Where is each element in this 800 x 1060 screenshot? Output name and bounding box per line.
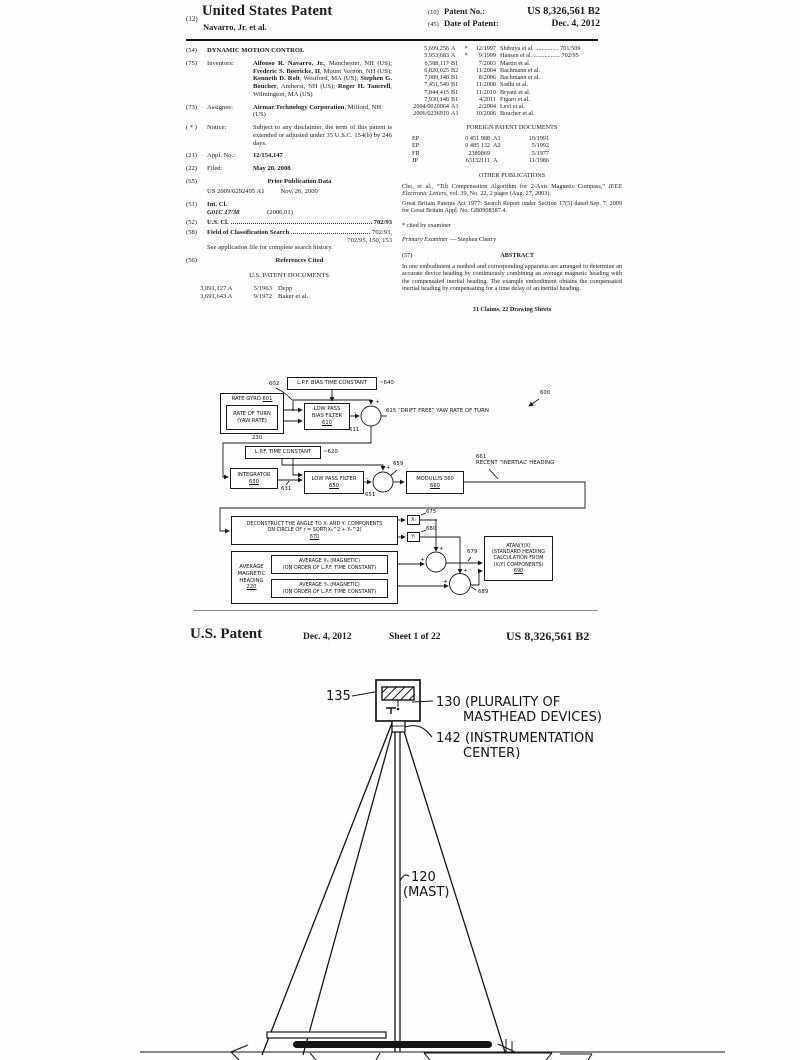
sum1-minus-sign: -	[354, 410, 356, 416]
sailboat-figure	[0, 650, 800, 1060]
field-73-assignee	[186, 104, 392, 120]
code-star: ( * )	[186, 124, 197, 132]
doc-number: 3,691,643 A	[200, 292, 233, 300]
deconstruct-line1: DECONSTRUCT THE ANGLE TO Xᵣ AND Yᵣ COMPONENTS	[246, 520, 383, 527]
fig-ref-135: 135	[326, 689, 351, 704]
sheet-header-title: U.S. Patent	[190, 626, 263, 642]
fig-ref-142-line2: CENTER)	[463, 746, 521, 761]
code-57: (57)	[402, 251, 413, 259]
foreign-date: 11/1986	[528, 157, 549, 165]
ref-date: 11/2004	[475, 66, 496, 74]
patent-no-value: US 8,326,561 B2	[527, 6, 600, 17]
field-65-prior-pub	[186, 178, 392, 186]
ref-date: 12/1997	[475, 45, 496, 52]
inventor-loc: , Wilmington, MA (US)	[253, 83, 392, 98]
pub1-journal: IEEE Electronic Letters	[402, 182, 622, 198]
atan-num: 690	[513, 568, 524, 575]
ref-kind: A	[451, 45, 456, 52]
prior-pub-number: US 2009/0292495 A1	[207, 187, 265, 195]
sum4-plus-left-sign: +	[443, 579, 448, 585]
label-615: “DRIFT FREE” YAW RATE OF TURN	[398, 408, 489, 414]
field-75-inventors	[186, 60, 392, 99]
field-56-references	[186, 257, 392, 265]
inventors-label: Inventors:	[207, 59, 234, 67]
ref-number: 2004/0020064	[413, 103, 449, 110]
sailboat-svg	[0, 650, 800, 1060]
us-reference-row	[402, 89, 622, 96]
foreign-number: 0 485 132	[465, 142, 490, 150]
ref-name: Levi et al.	[500, 103, 525, 110]
lpbf-line2: BIAS FILTER	[311, 413, 343, 420]
ref-name: Bryant et al.	[500, 88, 531, 96]
ref-631: 631	[281, 486, 292, 492]
drift-free-label	[386, 408, 489, 414]
low-pass-filter-box	[304, 471, 364, 494]
foreign-kind: A	[493, 157, 498, 165]
modulus-line1: MODULUS 360	[416, 475, 454, 482]
sum3-plus-top-sign: +	[439, 546, 444, 552]
lpf-bias-time-constant-box	[287, 377, 377, 390]
doc-date: 5/1963	[253, 284, 272, 292]
boom-outline	[267, 1032, 386, 1038]
average-y-box	[271, 579, 388, 598]
ref-kind: B2	[451, 66, 459, 74]
ref-name: Bachmann et al.	[500, 74, 541, 81]
modulus-360-box	[406, 471, 464, 494]
doc-author: Baker et al.	[278, 292, 309, 300]
patent-number-row	[428, 6, 600, 29]
boom-black-bar	[293, 1041, 492, 1048]
dot-leader	[291, 233, 370, 234]
ref-kind: A1	[451, 103, 459, 110]
field-58-field-of-search	[186, 229, 392, 252]
other-publication-2: Great Britain Patents Act 1977: Search Report under Section 17(5) dated Sep. 7, 2009 for Great Britain Appl. No. GB0908387.4.	[402, 199, 622, 214]
inventor-name: Alfonso R. Navarro, Jr.	[253, 59, 324, 67]
doc-number: 3,091,127 A	[200, 284, 233, 292]
ref-date: 10/2006	[475, 110, 496, 118]
foreign-kind	[490, 150, 507, 157]
us-reference-row	[402, 60, 622, 67]
lpf-bias-time-constant-label: L.P.F. BIAS TIME CONSTANT	[297, 380, 367, 387]
average-x-box	[271, 555, 388, 574]
abstract-heading: ABSTRACT	[500, 251, 534, 259]
fig-ref-600: 600	[540, 390, 551, 396]
foreign-reference-row	[412, 150, 622, 157]
fig-ref-120-sub: (MAST)	[403, 885, 450, 900]
notice-text: Subject to any disclaimer, the term of this patent is extended or adjusted under 35 U.S.C. 154(b) by 246 days.	[253, 124, 392, 147]
ref-number: 2006/0236910	[413, 110, 449, 118]
primary-examiner-name: — Stephen Cherry	[448, 236, 497, 244]
ref-611: 611	[349, 427, 360, 433]
header-code-10: (10)	[428, 9, 439, 16]
rate-gyro-text: RATE GYRO	[231, 396, 263, 402]
us-patent-documents-list-left	[186, 285, 392, 301]
x-component-box	[407, 515, 420, 525]
deconstruct-angle-box	[231, 516, 398, 545]
patent-title: United States Patent	[202, 3, 333, 19]
foreign-references-list	[402, 135, 622, 165]
references-cited-heading: References Cited	[275, 257, 324, 265]
assignee-label: Assignee:	[207, 103, 234, 111]
prior-publication-row	[207, 188, 392, 196]
instrumentation-center-box	[392, 721, 405, 732]
field-22-filed	[186, 165, 392, 173]
cited-by-examiner: * cited by examiner	[402, 222, 451, 230]
code-73: (73)	[186, 103, 197, 111]
ref-640: ~640	[379, 380, 394, 386]
field-54	[186, 47, 392, 55]
atan-line1: ATAN(Y/X)	[506, 542, 531, 549]
us-reference-row	[402, 110, 622, 117]
foreign-number: 0 451 988	[465, 134, 490, 142]
pub1-pre: Cho, et al., “Tilt Compensation Algorithm for 2-Axis Magnetic Compass,”	[402, 182, 609, 190]
lpf-num: 650	[329, 482, 339, 489]
prior-publication-heading: Prior Publication Data	[267, 177, 332, 185]
ref-date: 7/2003	[478, 59, 496, 67]
mast-lines	[395, 732, 400, 1052]
ref-615: 615	[386, 408, 397, 414]
patent-no-label: Patent No.:	[444, 6, 486, 16]
code-21: (21)	[186, 152, 197, 160]
foreign-reference-row	[412, 142, 622, 149]
fig-ref-120: 120	[411, 870, 436, 885]
us-reference-row	[402, 45, 622, 52]
assignee-name: Airmar Technology Corporation	[253, 103, 345, 111]
ref-kind: A1	[451, 110, 459, 118]
inventor-name: Frederic S. Boericke, II	[253, 67, 321, 75]
primary-examiner-line	[402, 236, 622, 243]
rate-of-turn-box	[226, 405, 278, 430]
lpf-line1: LOW PASS FILTER	[311, 475, 357, 482]
filed-value: May 20, 2008	[253, 165, 291, 173]
notice-label: Notice:	[207, 124, 227, 132]
us-cl-label: U.S. Cl.	[207, 219, 229, 227]
modulus-num: 660	[430, 482, 440, 489]
ref-star: *	[464, 52, 468, 60]
inventor-name: Stephen G. Boucher	[253, 75, 392, 91]
code-54: (54)	[186, 47, 197, 54]
ref-620: ~620	[323, 449, 338, 455]
date-of-patent-label: Date of Patent:	[444, 18, 499, 28]
field-notice	[186, 124, 392, 147]
ref-date: 11/2008	[475, 81, 496, 89]
claims-line: 31 Claims, 22 Drawing Sheets	[472, 306, 552, 314]
ref-675: 675	[426, 509, 437, 515]
avg-y-line1: AVERAGE Yₕ (MAGNETIC)	[299, 582, 360, 589]
lpf-time-constant-label: L.P.F. TIME CONSTANT	[254, 449, 312, 456]
field-51-int-cl	[186, 201, 392, 217]
ref-kind: A	[451, 52, 456, 60]
appl-no-value: 12/154,147	[253, 152, 283, 160]
foreign-country: FR	[412, 149, 420, 157]
int-cl-class: G01C 17/38	[207, 209, 240, 217]
atan-line3: CALCULATION FROM	[493, 555, 544, 562]
avg-x-line1: AVERAGE Xₕ (MAGNETIC)	[299, 558, 360, 565]
code-52: (52)	[186, 219, 197, 227]
ref-star: *	[464, 45, 468, 52]
ref-date: 4/2011	[479, 95, 496, 103]
us-reference-row	[402, 67, 622, 74]
y-component-label: Yᵣ	[411, 533, 416, 540]
foreign-reference-row	[412, 157, 622, 164]
avg-x-line2: (ON ORDER OF L.P.F. TIME CONSTANT)	[282, 564, 377, 571]
inventor-name: Kenneth D. Rolt	[253, 75, 300, 83]
filed-label: Filed:	[207, 165, 223, 173]
us-reference-row	[402, 96, 622, 103]
ref-number: 5,699,256	[424, 45, 449, 52]
fig-ref-130-line1: 130 (PLURALITY OF	[436, 695, 561, 710]
label-661: RECENT “INERTIAL” HEADING	[476, 460, 555, 466]
other-publication-1	[402, 183, 622, 198]
integrator-box	[230, 468, 278, 489]
foreign-date: 5/1992	[531, 142, 549, 150]
inventor-loc: , Westford, MA (US);	[299, 75, 361, 83]
us-reference-row	[402, 52, 622, 59]
int-cl-version: (2006.01)	[267, 209, 293, 217]
avg-y-line2: (ON ORDER OF L.P.F. TIME CONSTANT)	[282, 588, 377, 595]
ref-689: 689	[478, 589, 489, 595]
ref-name: Sodhi et al.	[500, 81, 529, 89]
header-rule	[186, 39, 598, 41]
ref-number: 7,089,148	[424, 74, 449, 81]
us-patent-doc-row	[200, 285, 392, 293]
ref-name: Bachmann et al.	[500, 66, 541, 74]
foreign-country: EP	[412, 142, 420, 150]
ref-number: 5,953,683	[424, 52, 449, 60]
header-code-45: (45)	[428, 21, 439, 28]
header-code-12-text: (12)	[186, 15, 198, 23]
inventor-loc: , Amherst, NH (US);	[276, 83, 338, 91]
front-page-right-column	[402, 45, 622, 314]
us-reference-row	[402, 81, 622, 88]
ref-number: 6,820,025	[424, 66, 449, 74]
pub1-post: , vol. 39, No. 22, 2 pages (Aug. 27, 2003).	[446, 190, 551, 198]
ref-name: Figaro et al.	[500, 95, 530, 103]
ref-kind: B1	[451, 59, 459, 67]
integrator-num: 630	[249, 478, 259, 485]
inventor-loc: , Mount Vernon, NH (US);	[320, 67, 393, 75]
foreign-kind: A1	[493, 134, 501, 142]
ref-651: 651	[365, 492, 376, 498]
ref-date: 2/2004	[478, 103, 496, 110]
ref-602: 602	[269, 381, 280, 387]
prior-pub-date: Nov. 26, 2009	[280, 187, 318, 195]
code-22: (22)	[186, 165, 197, 173]
foreign-patent-documents-heading: FOREIGN PATENT DOCUMENTS	[466, 123, 558, 131]
inventor-loc: , Manchester, NH (US);	[323, 59, 392, 67]
rate-of-turn-line2: (YAW RATE)	[237, 417, 267, 424]
us-reference-row	[402, 103, 622, 110]
sheet-header-sheet-number: Sheet 1 of 22	[389, 632, 441, 642]
atan-line4: (X/Y) COMPONENTS)	[493, 561, 544, 568]
avg-line3: HEADING	[239, 577, 264, 584]
sum4-plus-top-sign: +	[463, 568, 468, 574]
field-of-search-value2: 702/95, 150, 153	[347, 236, 392, 244]
header-code-12	[186, 8, 198, 26]
rate-gyro-title	[221, 396, 283, 403]
ref-number: 6,588,117	[424, 59, 449, 67]
y-component-box	[407, 532, 420, 542]
fig-ref-142-line1: 142 (INSTRUMENTATION	[436, 731, 595, 746]
dot-leader	[231, 223, 372, 224]
abstract-heading-row	[402, 252, 622, 259]
rate-of-turn-line1: RATE OF TURN	[233, 410, 271, 417]
atan-line2: (STANDARD HEADING	[491, 548, 546, 555]
patent-party: Navarro, Jr. et al.	[203, 22, 267, 32]
code-56: (56)	[186, 257, 197, 265]
foreign-number: 63132111	[465, 157, 490, 165]
sheet-header-date: Dec. 4, 2012	[303, 632, 352, 642]
lpf-time-constant-box	[245, 446, 321, 459]
inventor-name: Roger H. Tancrell	[337, 83, 391, 91]
field-21-appl-no	[186, 152, 392, 160]
lpbf-line1: LOW PASS	[313, 406, 341, 413]
ref-kind: B1	[451, 74, 459, 81]
us-cl-value: 702/93	[373, 219, 392, 227]
front-page-left-column	[186, 47, 392, 300]
foreign-date: 5/1977	[531, 149, 549, 157]
ref-680: 680	[426, 526, 437, 532]
primary-examiner-label: Primary Examiner	[402, 236, 449, 244]
average-magnetic-heading-label	[233, 555, 270, 600]
masthead-device-hatch-icon	[382, 687, 414, 700]
code-65: (65)	[186, 177, 197, 185]
ref-679: 679	[467, 549, 478, 555]
ref-number: 7,451,549	[424, 81, 449, 89]
foreign-date: 10/1991	[528, 134, 549, 142]
sum2-plus-sign: +	[386, 465, 391, 471]
inventors-value	[253, 60, 392, 99]
low-pass-bias-filter-box	[304, 403, 350, 430]
recent-inertial-heading-label	[476, 454, 554, 466]
integrator-label: INTEGRATOR	[237, 471, 271, 478]
foreign-reference-row	[412, 135, 622, 142]
avg-num: 220	[246, 584, 257, 591]
foreign-country: EP	[412, 134, 420, 142]
fig-ref-130-line2: MASTHEAD DEVICES)	[463, 710, 602, 725]
avg-line2: MAGNETIC	[237, 570, 266, 577]
block-diagram	[190, 374, 622, 614]
x-component-label: Xᵣ	[411, 516, 416, 523]
field-52-us-cl	[186, 219, 392, 227]
code-58: (58)	[186, 228, 197, 236]
us-reference-row	[402, 74, 622, 81]
field-of-search-label: Field of Classification Search	[207, 228, 290, 236]
other-publications-heading: OTHER PUBLICATIONS	[478, 171, 546, 179]
avg-line1: AVERAGE	[239, 564, 264, 570]
deconstruct-line2: ON CIRCLE OF r = SQRT(Xₕ^2 + Yₕ^2)	[267, 527, 362, 534]
ref-name: Boucher et al.	[500, 110, 535, 118]
us-patent-documents-heading-left: U.S. PATENT DOCUMENTS	[249, 271, 329, 279]
ref-name: Martin et al.	[500, 59, 531, 67]
deconstruct-num: 670	[309, 533, 320, 540]
invention-title: DYNAMIC MOTION CONTROL	[207, 47, 305, 54]
us-references-list	[402, 45, 622, 118]
ref-661: 661	[476, 454, 487, 460]
ref-name: Hansen et al. ................. 702/95	[500, 52, 579, 60]
assignee-loc: , Milford, NH (US)	[253, 103, 382, 119]
foreign-kind: A2	[493, 142, 501, 150]
code-51: (51)	[186, 201, 197, 209]
ref-date: 11/2010	[475, 88, 496, 96]
ref-date: 8/2006	[478, 74, 496, 81]
code-75: (75)	[186, 59, 197, 67]
sheet-header-patent-number: US 8,326,561 B2	[506, 629, 590, 643]
ref-kind: B1	[451, 81, 459, 89]
page-separator-line	[193, 610, 598, 611]
field-of-search-note: See application file for complete search history.	[207, 244, 333, 252]
ref-230: 230	[252, 435, 263, 441]
sum1-plus-sign: +	[375, 399, 380, 405]
foreign-country: JP	[412, 157, 418, 165]
doc-author: Depp	[278, 284, 293, 292]
ref-number: 7,930,148	[424, 95, 449, 103]
field-of-search-value: 702/93,	[372, 228, 392, 236]
ref-kind: B1	[451, 88, 459, 96]
appl-no-label: Appl. No.:	[207, 152, 236, 160]
foreign-number: 2389869	[468, 149, 490, 157]
ref-name: Shibuya et al. ............... 701/509	[500, 45, 581, 52]
atan-box	[484, 536, 553, 581]
sum2-minus-sign: -	[366, 476, 368, 482]
ref-date: 9/1999	[478, 52, 496, 60]
rate-gyro-num: 601	[262, 396, 273, 402]
ref-kind: B1	[451, 95, 459, 103]
int-cl-label: Int. Cl.	[207, 201, 227, 209]
us-patent-doc-row	[200, 293, 392, 301]
lpbf-num: 610	[322, 419, 332, 426]
sum3-plus-left-sign: +	[420, 557, 425, 563]
ref-659: 659	[393, 461, 404, 467]
ref-number: 7,844,415	[424, 88, 449, 96]
doc-date: 9/1972	[253, 292, 272, 300]
abstract-text: In one embodiment a method and corresponding apparatus are arranged to determine an accurate device heading by continuously combining an average magnetic heading with the compensated inertial heading. The example embodiment obtains the compensated inertial heading by compensating for a time delay of an inertial heading.	[402, 263, 622, 292]
date-of-patent-value: Dec. 4, 2012	[551, 19, 600, 29]
